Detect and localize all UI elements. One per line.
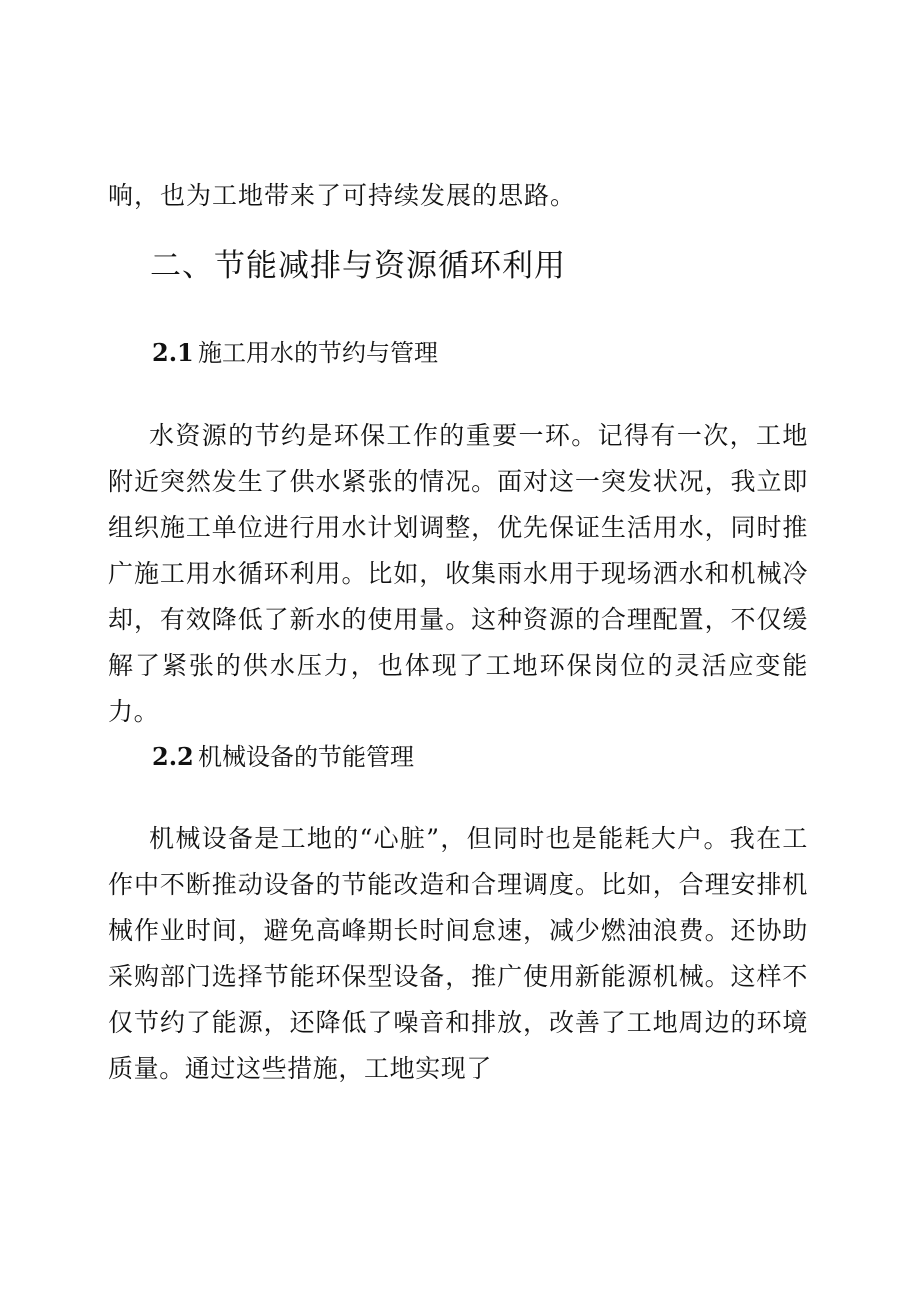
subsection-heading-2-1 — [152, 336, 438, 370]
subsection-number: 2.2 — [152, 742, 194, 771]
subsection-title: 施工用水的节约与管理 — [198, 339, 438, 367]
section-title: 二、节能减排与资源循环利用 — [150, 248, 566, 284]
subsection-number: 2.1 — [152, 338, 194, 367]
continuation-line: 响，也为工地带来了可持续发展的思路。 — [108, 181, 577, 210]
paragraph-machinery-energy: 机械设备是工地的“心脏”，但同时也是能耗大户。我在工作中不断推动设备的节能改造和合理调度。比如，合理安排机械作业时间，避免高峰期长时间怠速，减少燃油浪费。还协助采购部门选择节能环保型设备，推广使用新能源机械。这样不仅节约了能源，还降低了噪音和排放，改善了工地周边的环境质量。通过这些措施，工地实现了 — [108, 824, 808, 1083]
subsection-title: 机械设备的节能管理 — [198, 743, 414, 771]
subsection-heading-2-2 — [152, 740, 414, 774]
paragraph-water-saving: 水资源的节约是环保工作的重要一环。记得有一次，工地附近突然发生了供水紧张的情况。面对这一突发状况，我立即组织施工单位进行用水计划调整，优先保证生活用水，同时推广施工用水循环利用。比如，收集雨水用于现场洒水和机械冷却，有效降低了新水的使用量。这种资源的合理配置，不仅缓解了紧张的供水压力，也体现了工地环保岗位的灵活应变能力。 — [108, 421, 808, 726]
